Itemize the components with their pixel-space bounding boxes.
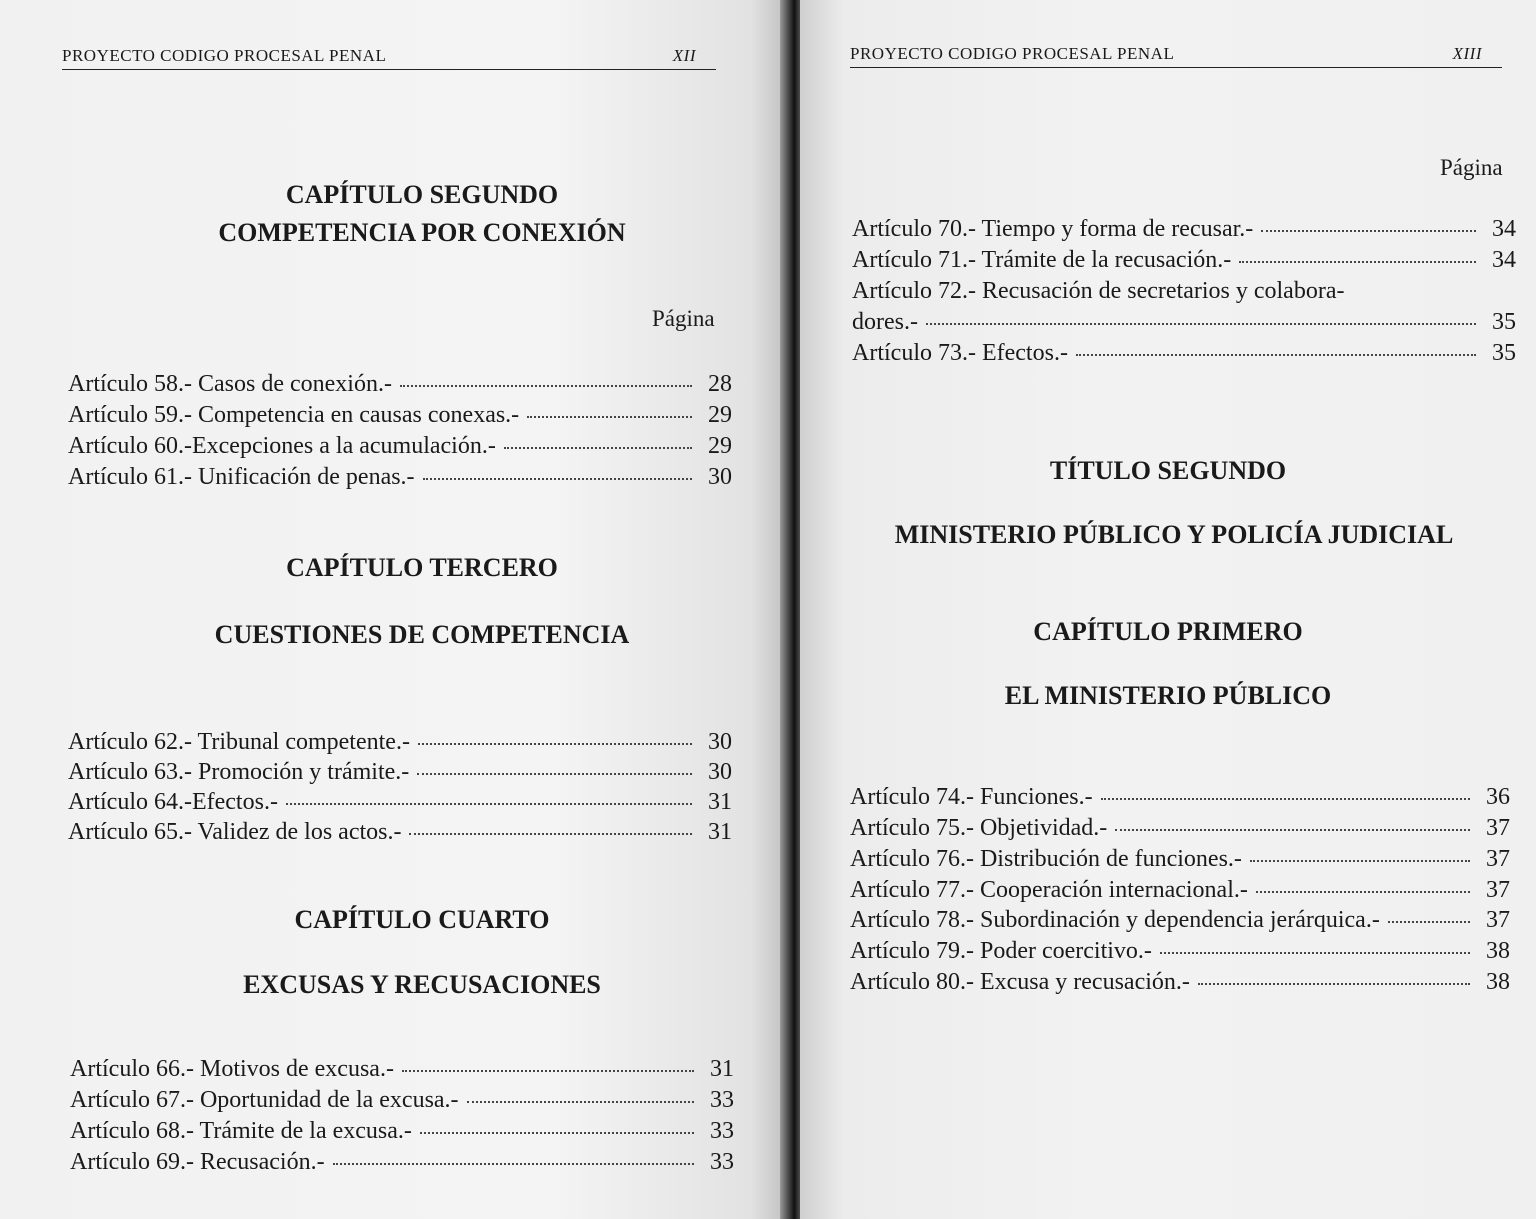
toc-entry-label: Artículo 58.- Casos de conexión.- [68,371,392,397]
chapter-title: CAPÍTULO PRIMERO [1033,617,1303,646]
toc-entry-page: 29 [708,402,732,428]
toc-entry-label: Artículo 63.- Promoción y trámite.- [68,759,410,785]
chapter-subtitle: EXCUSAS Y RECUSACIONES [243,970,601,999]
toc-entry [68,817,732,847]
toc-entry-label: Artículo 75.- Objetividad.- [850,815,1108,841]
toc-entry-page: 33 [710,1118,734,1144]
toc-entry [850,905,1510,935]
pagina-label: Página [652,306,715,331]
header-title: PROYECTO CODIGO PROCESAL PENAL [62,46,387,65]
dot-leader [1076,354,1476,356]
toc-entry-page: 37 [1486,877,1510,903]
toc-entry-page: 31 [710,1056,734,1082]
toc-entry-label: Artículo 73.- Efectos.- [852,340,1068,366]
toc-entry [68,757,732,787]
toc-entry [852,245,1516,275]
toc-entry-page: 31 [708,819,732,845]
dot-leader [926,323,1476,325]
toc-entry [68,462,732,492]
toc-entry [852,214,1516,244]
toc-entry-label: Artículo 70.- Tiempo y forma de recusar.- [852,216,1254,242]
dot-leader [1101,798,1470,800]
toc-entry-page: 33 [710,1087,734,1113]
toc-entry-page: 37 [1486,907,1510,933]
page-number: XIII [1452,44,1482,63]
toc-entry [68,369,732,399]
dot-leader [333,1163,694,1165]
title-subtitle: MINISTERIO PÚBLICO Y POLICÍA JUDICIAL [894,520,1454,549]
dot-leader [400,385,692,387]
toc-entry-page: 30 [708,729,732,755]
toc-entry [850,936,1510,966]
dot-leader [1261,230,1476,232]
toc-entry-page: 38 [1486,969,1510,995]
chapter-title: CAPÍTULO TERCERO [286,553,558,582]
toc-entry [852,338,1516,368]
toc-entry-label: Artículo 65.- Validez de los actos.- [68,819,402,845]
toc-entry-label: Artículo 66.- Motivos de excusa.- [70,1056,394,1082]
dot-leader [418,743,692,745]
chapter-title: CAPÍTULO SEGUNDO [285,180,559,209]
dot-leader [409,833,692,835]
toc-entry-page: 35 [1492,309,1516,335]
toc-entry-page: 37 [1486,815,1510,841]
toc-entry-label: dores.- [852,309,918,335]
dot-leader [1160,952,1470,954]
toc-entry-label: Artículo 78.- Subordinación y dependencia jerárquica.- [850,907,1380,933]
dot-leader [527,416,692,418]
toc-entry-page: 33 [710,1149,734,1175]
toc-entry [850,875,1510,905]
page-number: XII [672,46,696,65]
chapter-subtitle: CUESTIONES DE COMPETENCIA [214,620,630,649]
chapter-subtitle: COMPETENCIA POR CONEXIÓN [218,218,626,247]
chapter-subtitle: EL MINISTERIO PÚBLICO [1004,681,1332,710]
toc-entry-label: Artículo 79.- Poder coercitivo.- [850,938,1152,964]
toc-entry [850,813,1510,843]
toc-entry-label: Artículo 68.- Trámite de la excusa.- [70,1118,412,1144]
toc-entry-page: 34 [1492,216,1516,242]
toc-entry [68,727,732,757]
right-page [800,0,1536,1219]
toc-entry-page: 36 [1486,784,1510,810]
toc-entry-page: 35 [1492,340,1516,366]
toc-entry [70,1116,734,1146]
chapter-title: CAPÍTULO CUARTO [294,905,550,934]
dot-leader [1239,261,1476,263]
toc-entry-label: Artículo 69.- Recusación.- [70,1149,325,1175]
header-title: PROYECTO CODIGO PROCESAL PENAL [850,44,1175,63]
title-heading: TÍTULO SEGUNDO [1049,456,1287,485]
toc-entry-label: Artículo 64.-Efectos.- [68,789,278,815]
toc-entry-label: Artículo 62.- Tribunal competente.- [68,729,410,755]
dot-leader [402,1070,694,1072]
toc-entry-label: Artículo 59.- Competencia en causas conexas.- [68,402,520,428]
toc-entry-label: Artículo 74.- Funciones.- [850,784,1093,810]
toc-entry [70,1147,734,1177]
toc-entry-page: 28 [708,371,732,397]
toc-entry [850,844,1510,874]
toc-entry-label: Artículo 61.- Unificación de penas.- [68,464,415,490]
toc-entry-label: Artículo 76.- Distribución de funciones.- [850,846,1242,872]
toc-entry [68,400,732,430]
toc-entry-page: 30 [708,464,732,490]
dot-leader [417,773,692,775]
dot-leader [420,1132,694,1134]
running-header [850,44,1502,68]
toc-entry [70,1085,734,1115]
toc-entry-label: Artículo 67.- Oportunidad de la excusa.- [70,1087,459,1113]
toc-entry-page: 30 [708,759,732,785]
toc-entry [68,787,732,817]
dot-leader [1388,921,1470,923]
toc-entry [850,967,1510,997]
toc-entry [70,1054,734,1084]
dot-leader [1250,860,1470,862]
running-header [62,46,716,70]
toc-entry [850,782,1510,812]
toc-entry-page: 31 [708,789,732,815]
dot-leader [467,1101,694,1103]
dot-leader [1256,891,1470,893]
toc-entry-label: Artículo 77.- Cooperación internacional.- [850,877,1248,903]
toc-entry-page: 37 [1486,846,1510,872]
toc-entry-label: Artículo 60.-Excepciones a la acumulación.- [68,433,496,459]
dot-leader [504,447,692,449]
toc-entry-page: 34 [1492,247,1516,273]
toc-entry-label: Artículo 71.- Trámite de la recusación.- [852,247,1232,273]
toc-entry-label: Artículo 72.- Recusación de secretarios y colabora- [852,278,1345,304]
toc-entry-page: 38 [1486,938,1510,964]
dot-leader [1198,983,1470,985]
pagina-label: Página [1440,155,1503,180]
dot-leader [423,478,692,480]
dot-leader [1115,829,1470,831]
toc-entry [68,431,732,461]
toc-entry [852,307,1516,337]
toc-entry-page: 29 [708,433,732,459]
toc-entry-label: Artículo 80.- Excusa y recusación.- [850,969,1190,995]
dot-leader [286,803,692,805]
